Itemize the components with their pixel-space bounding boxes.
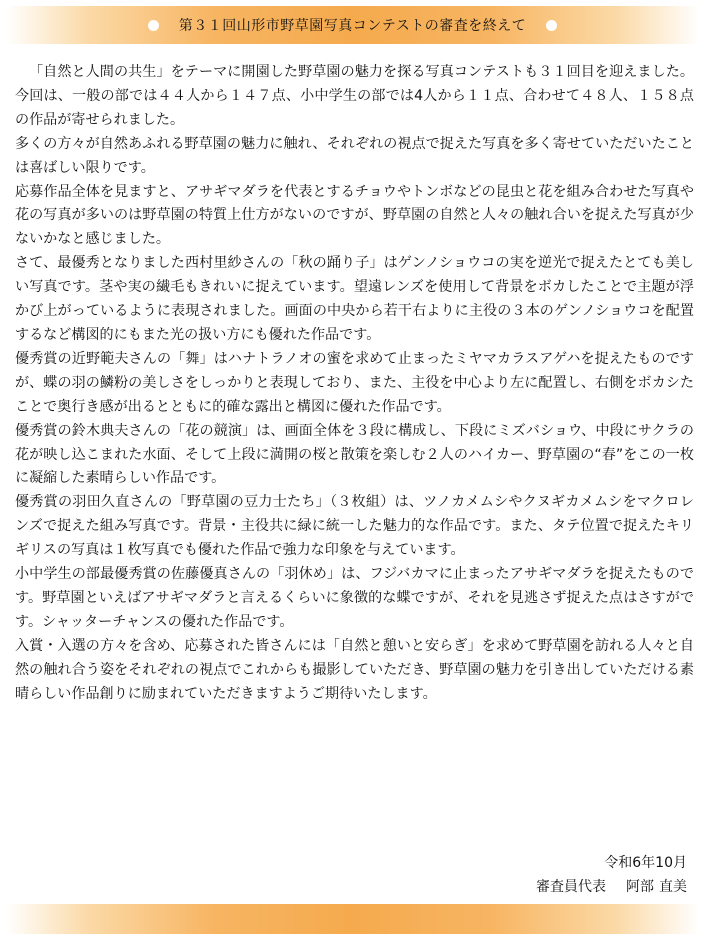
page-title: 第３１回山形市野草園写真コンテストの審査を終えて <box>178 18 527 34</box>
paragraph-closing: 入賞・入選の方々を含め、応募された皆さんには「自然と憩いと安らぎ」を求めて野草園を訪れる人々と自然の触れ合う姿をそれぞれの視点でこれからも撮影していただき、野草園の魅力を引き出していただける素晴らしい作品創りに励まれていただきますようご期待いたします。 <box>15 637 694 702</box>
paragraph-excellence-3: 優秀賞の羽田久直さんの「野草園の豆力士たち」（３枚組）は、ツノカメムシやクヌギカメムシをマクロレンズで捉えた組み写真です。背景・主役共に緑に統一した魅力的な作品です。また、タテ位置で捉えたキリギリスの写真は１枚写真でも優れた作品で強力な印象を与えています。 <box>15 494 694 559</box>
paragraph-thanks: 多くの方々が自然あふれる野草園の魅力に触れ、それぞれの視点で捉えた写真を多く寄せていただいたことは喜ばしい限りです。 <box>15 135 694 176</box>
paragraph-grand-prize: さて、最優秀となりました西村里紗さんの「秋の踊り子」はゲンノショウコの実を逆光で捉えたとても美しい写真です。茎や実の繊毛もきれいに捉えています。望遠レンズを使用して背景をボカしたことで主題が浮かび上がっているように表現されました。画面の中央から若干右よりに主役の３本のゲンノショウコを配置するなど構図的にもまた光の扱い方にも優れた作品です。 <box>15 255 694 343</box>
paragraph-junior-prize: 小中学生の部最優秀賞の佐藤優真さんの「羽休め」は、フジバカマに止まったアサギマダラを捉えたものです。野草園といえばアサギマダラと言えるくらいに象徴的な蝶ですが、それを見逃さず捉えた点はさすがです。シャッターチャンスの優れた作品です。 <box>15 566 694 630</box>
signature-author <box>536 876 687 898</box>
title-banner <box>6 6 699 44</box>
footer-banner <box>6 904 699 934</box>
signature-date: 令和6年10月 <box>604 855 687 871</box>
article-body <box>15 61 694 706</box>
paragraph-excellence-2: 優秀賞の鈴木典夫さんの「花の競演」は、画面全体を３段に構成し、下段にミズバショウ、中段にサクラの花が映し込こまれた水面、そして上段に満開の桜と散策を楽しむ２人のハイカー、野草園の“春”をこの一枚に凝縮した素晴らしい作品です。 <box>15 422 694 487</box>
right-dot-icon <box>546 20 557 31</box>
paragraph-overview: 応募作品全体を見ますと、アサギマダラを代表とするチョウやトンボなどの昆虫と花を組み合わせた写真や花の写真が多いのは野草園の特質上仕方がないのですが、野草園の自然と人々の触れ合いを捉えた写真が少ないかなと感じました。 <box>15 183 694 248</box>
paragraph-excellence-1: 優秀賞の近野範夫さんの「舞」はハナトラノオの蜜を求めて止まったミヤマカラスアゲハを捉えたものですが、蝶の羽の鱗粉の美しさをしっかりと表現しており、また、主役を中心より左に配置し、右側をボカシたことで奥行き感が出るとともに的確な露出と構図に優れた作品です。 <box>15 350 694 415</box>
signature-given-name: 直美 <box>659 879 687 895</box>
signature-role: 審査員代表 <box>536 879 606 895</box>
left-dot-icon <box>148 20 159 31</box>
paragraph-intro: 「自然と人間の共生」をテーマに開園した野草園の魅力を探る写真コンテストも３１回目を迎えました。今回は、一般の部では４４人から１４７点、小中学生の部では4人から１１点、合わせて４８人、１５８点の作品が寄せられました。 <box>15 64 694 128</box>
signature-surname: 阿部 <box>626 879 654 895</box>
